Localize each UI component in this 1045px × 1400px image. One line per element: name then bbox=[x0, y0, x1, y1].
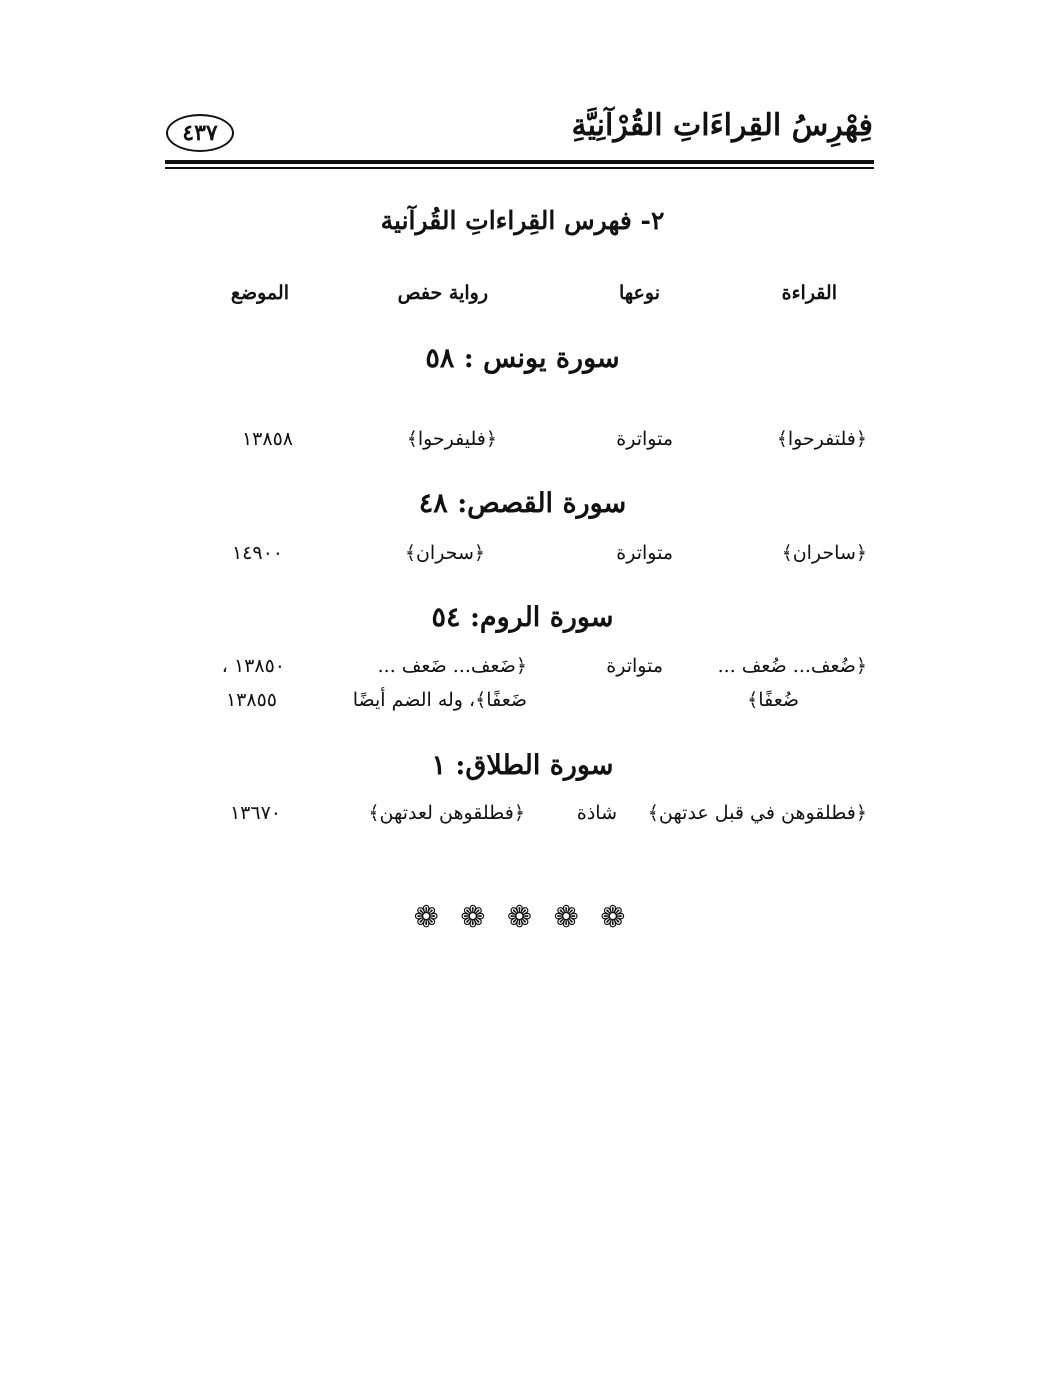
column-header-type: نوعها bbox=[619, 282, 660, 304]
type-cell: متواترة bbox=[616, 542, 673, 564]
location-cell: ١٤٩٠٠ bbox=[231, 542, 283, 564]
hafs-cell: ﴿فليفرحوا﴾ bbox=[406, 428, 497, 450]
location-cell: ١٣٨٥٠ ، bbox=[221, 655, 285, 677]
location-cell: ١٣٦٧٠ bbox=[229, 802, 281, 824]
closing-ornaments: ❁ ❁ ❁ ❁ ❁ bbox=[413, 900, 632, 935]
reading-cell: ﴿ضُعف... ضُعف ... bbox=[717, 655, 867, 677]
column-header-location: الموضع bbox=[230, 282, 289, 304]
page-number-badge bbox=[166, 114, 234, 152]
surah-heading-yunus: سورة يونس : ٥٨ bbox=[425, 343, 620, 374]
hafs-cell: ضَعفًا﴾، وله الضم أيضًا bbox=[352, 689, 527, 711]
hafs-cell: ﴿سحران﴾ bbox=[404, 542, 485, 564]
type-cell: متواترة bbox=[606, 655, 663, 677]
column-header-reading: القراءة bbox=[781, 282, 837, 304]
location-cell: ١٣٨٥٨ bbox=[241, 428, 293, 450]
running-title: فِهْرِسُ القِراءَاتِ القُرْآنِيَّةِ bbox=[571, 108, 873, 143]
reading-cell: ﴿فلتفرحوا﴾ bbox=[776, 428, 867, 450]
surah-heading-talaq: سورة الطلاق: ١ bbox=[431, 750, 614, 781]
surah-heading-rum: سورة الروم: ٥٤ bbox=[431, 602, 614, 633]
type-cell: شاذة bbox=[576, 802, 617, 824]
reading-cell: ضُعفًا﴾ bbox=[747, 689, 799, 711]
header-rule-thin bbox=[165, 167, 874, 169]
page-number: ٤٣٧ bbox=[182, 120, 218, 146]
section-title: ٢- فهرس القِراءاتِ القُرآنية bbox=[380, 206, 665, 235]
column-header-hafs: رواية حفص bbox=[397, 282, 488, 304]
location-cell: ١٣٨٥٥ bbox=[225, 689, 277, 711]
surah-heading-qasas: سورة القصص: ٤٨ bbox=[418, 488, 627, 519]
header-rule-thick bbox=[165, 160, 874, 164]
hafs-cell: ﴿فطلقوهن لعدتهن﴾ bbox=[368, 802, 525, 824]
reading-cell: ﴿ساحران﴾ bbox=[781, 542, 867, 564]
type-cell: متواترة bbox=[616, 428, 673, 450]
hafs-cell: ﴿ضَعف... ضَعف ... bbox=[377, 655, 527, 677]
reading-cell: ﴿فطلقوهن في قبل عدتهن﴾ bbox=[647, 802, 867, 824]
